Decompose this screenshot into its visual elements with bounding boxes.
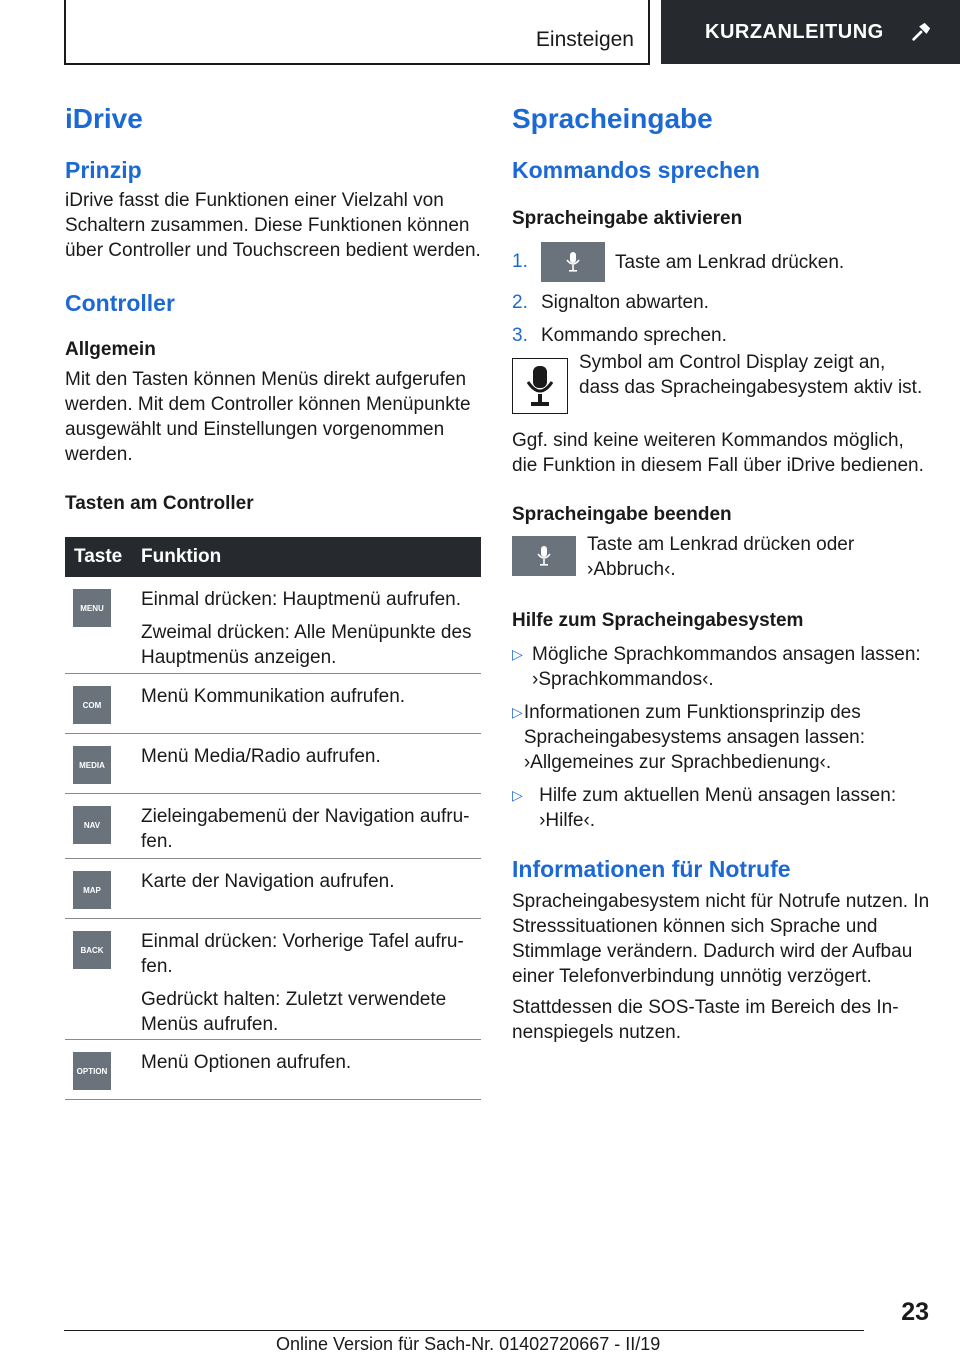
controller-keys-table xyxy=(65,537,481,1100)
hilfe-heading: Hilfe zum Spracheingabesystem xyxy=(512,610,804,631)
voice-symbol-box xyxy=(512,358,568,414)
footer-rule xyxy=(64,1330,864,1331)
triangle-bullet-icon: ▷ xyxy=(512,787,523,803)
allgemein-text: Mit den Tasten können Menüs direkt aufgerufen werden. Mit dem Controller können Menüpunkte ausgewählt und Einstellungen vorgenommen werden. xyxy=(65,369,471,465)
chapter-label: KURZANLEITUNG xyxy=(705,20,884,43)
list-item xyxy=(512,783,930,833)
list-item xyxy=(512,700,930,775)
row-text: Menü Kommunikation aufrufen. xyxy=(141,686,406,707)
table-row xyxy=(65,794,481,859)
steering-voice-button-image xyxy=(541,242,605,282)
step-number: 1. xyxy=(512,251,528,272)
back-key-icon: BACK xyxy=(73,931,111,969)
hilfe-list xyxy=(512,642,930,833)
nav-key-icon: NAV xyxy=(73,806,111,844)
header-rule xyxy=(64,63,650,65)
prinzip-text: iDrive fasst die Funktionen einer Vielzahl von Schaltern zusammen. Diese Funktionen können über Controller und Touchscreen bedient werden. xyxy=(65,190,481,261)
hilfe-item: Hilfe zum aktuellen Menü ansagen lassen: ›Hilfe‹. xyxy=(539,785,897,831)
microphone-icon xyxy=(525,364,555,408)
table-row xyxy=(65,674,481,734)
row-text: Zieleingabemenü der Navigation aufrufen. xyxy=(141,806,470,852)
idrive-title: iDrive xyxy=(65,103,143,134)
beenden-heading: Spracheingabe beenden xyxy=(512,504,732,525)
col-taste: Taste xyxy=(74,546,123,567)
row-text: Menü Optionen aufrufen. xyxy=(141,1052,352,1073)
right-column xyxy=(512,100,930,1045)
steering-voice-button-image xyxy=(512,536,576,576)
prinzip-heading: Prinzip xyxy=(65,157,142,183)
hilfe-item: Informationen zum Funktionsprinzip des Spracheingabesystems ansagen lassen: ›Allgemeines zur Sprachbedienung‹. xyxy=(523,702,865,773)
beenden-text: Taste am Lenkrad drücken oder ›Abbruch‹. xyxy=(587,534,855,580)
left-column xyxy=(65,100,481,1100)
list-item xyxy=(512,642,930,692)
table-row xyxy=(65,1040,481,1100)
table-row xyxy=(65,859,481,919)
header-divider-mid xyxy=(648,0,650,64)
step-number: 3. xyxy=(512,324,528,346)
kommandos-heading: Kommandos sprechen xyxy=(512,157,760,183)
table-header xyxy=(65,537,481,577)
list-item xyxy=(512,323,930,348)
header-divider-left xyxy=(64,0,66,64)
table-row xyxy=(65,919,481,1040)
symbol-text: Symbol am Control Display zeigt an, dass das Spracheingabesystem aktiv ist. xyxy=(579,352,923,398)
table-row xyxy=(65,577,481,674)
controller-heading: Controller xyxy=(65,290,175,316)
row-text: Einmal drücken: Vorherige Tafel aufrufen. xyxy=(141,931,464,977)
row-text: Karte der Navigation aufrufen. xyxy=(141,871,395,892)
tasten-heading: Tasten am Controller xyxy=(65,493,254,514)
allgemein-heading: Allgemein xyxy=(65,339,156,360)
chapter-badge xyxy=(661,0,960,64)
footer-text: Online Version für Sach-Nr. 01402720667 - II/19 xyxy=(276,1334,661,1354)
option-key-icon: OPTION xyxy=(73,1052,111,1090)
com-key-icon: COM xyxy=(73,686,111,724)
row-text: Gedrückt halten: Zuletzt verwendete Menüs aufrufen. xyxy=(141,989,447,1035)
triangle-bullet-icon: ▷ xyxy=(512,704,523,720)
triangle-bullet-icon: ▷ xyxy=(512,646,523,662)
aktivieren-heading: Spracheingabe aktivieren xyxy=(512,208,743,229)
media-key-icon: MEDIA xyxy=(73,746,111,784)
row-text: Einmal drücken: Hauptmenü aufrufen. xyxy=(141,589,462,610)
menu-key-icon: MENU xyxy=(73,589,111,627)
map-key-icon: MAP xyxy=(73,871,111,909)
section-title: Einsteigen xyxy=(535,28,634,51)
list-item xyxy=(512,290,930,315)
row-text: Menü Media/Radio aufrufen. xyxy=(141,746,381,767)
notrufe-heading: Informationen für Notrufe xyxy=(512,856,791,882)
spracheingabe-title: Spracheingabe xyxy=(512,103,713,134)
step-number: 2. xyxy=(512,291,528,313)
list-item xyxy=(512,242,930,282)
beenden-note xyxy=(512,536,930,582)
row-text: Zweimal drücken: Alle Menüpunkte des Hauptmenüs anzeigen. xyxy=(141,622,472,668)
step-text: Signalton abwarten. xyxy=(541,292,709,313)
notrufe-text-2: Stattdessen die SOS-Taste im Bereich des Innenspiegels nutzen. xyxy=(512,997,899,1043)
page-number: 23 xyxy=(901,1298,929,1326)
table-row xyxy=(65,734,481,794)
step-text: Kommando sprechen. xyxy=(541,325,727,346)
notrufe-text: Spracheingabesystem nicht für Notrufe nutzen. In Stresssituationen können sich Sprache und Stimmlage verändern. Dadurch wird der Aufbau einer Telefonverbindung unnötig verzögert. xyxy=(512,891,930,987)
col-funktion: Funktion xyxy=(141,546,222,567)
microphone-icon xyxy=(537,545,551,567)
step-text: Taste am Lenkrad drücken. xyxy=(615,251,845,273)
ggf-text: Ggf. sind keine weiteren Kommandos möglich, die Funktion in diesem Fall über iDrive bedienen. xyxy=(512,430,924,476)
steps-list xyxy=(512,242,930,348)
hilfe-item: Mögliche Sprachkommandos ansagen lassen: ›Sprachkommandos‹. xyxy=(532,644,921,690)
microphone-icon xyxy=(566,251,580,273)
symbol-note xyxy=(512,352,930,414)
hammer-icon xyxy=(910,21,932,43)
